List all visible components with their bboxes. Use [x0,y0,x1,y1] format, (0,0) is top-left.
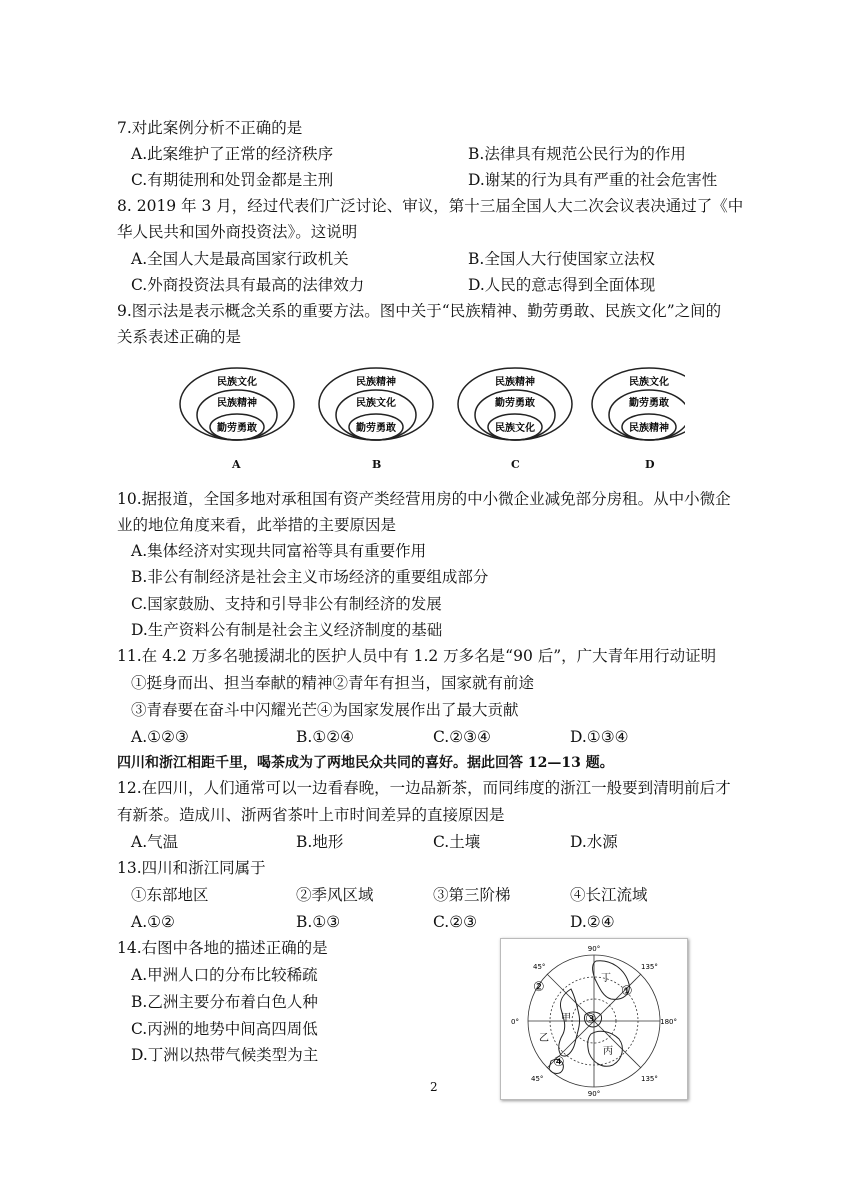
map-label-yi: 乙 [539,1033,549,1044]
diagram-d-outer: 民族文化 [629,377,669,388]
q12-stem-line2: 有新茶。造成川、浙两省茶叶上市时间差异的直接原因是 [117,806,505,824]
q8-stem-line1: 8. 2019 年 3 月，经过代表们广泛讨论、审议，第十三届全国人大二次会议表决通过了《中 [117,197,744,215]
q11-option-b: B.①②④ [296,728,355,746]
q12-stem-line1: 12.在四川，人们通常可以一边看春晚，一边品新茶，而同纬度的浙江一般要到清明前后才 [117,779,731,797]
map-marker-4: ④ [553,1055,565,1070]
q8-option-c: C.外商投资法具有最高的法律效力 [131,276,365,294]
diagram-d-middle: 勤劳勇敢 [629,398,669,409]
map-lon-bottom-left: 45° [531,1075,544,1083]
map-label-jia: 甲 [561,1013,571,1024]
diagram-c-outer: 民族精神 [495,377,535,388]
map-marker-1: ① [621,984,633,999]
q13-item-4: ④长江流域 [570,886,648,904]
q7-option-a: A.此案维护了正常的经济秩序 [131,145,334,163]
concept-diagrams [175,365,685,445]
q13-option-c: C.②③ [433,913,478,931]
q9-stem-line2: 关系表述正确的是 [117,328,242,346]
map-lon-right: 180° [660,1018,677,1026]
q12-option-a: A.气温 [131,833,179,851]
map-lon-top-left: 45° [533,963,546,971]
q12-13-intro: 四川和浙江相距千里，喝茶成为了两地民众共同的喜好。据此回答 12—13 题。 [117,755,614,771]
q12-option-d: D.水源 [570,833,618,851]
q7-option-c: C.有期徒刑和处罚金都是主刑 [131,171,334,189]
q10-stem-line1: 10.据报道，全国多地对承租国有资产类经营用房的中小微企业减免部分房租。从中小微企 [117,490,731,508]
page-number: 2 [430,1080,438,1094]
map-lon-bottom-right: 135° [641,1075,658,1083]
map-lon-top: 90° [587,945,601,953]
diagram-b [319,368,433,440]
q9-stem-line1: 9.图示法是表示概念关系的重要方法。图中关于“民族精神、勤劳勇敢、民族文化”之间的 [117,302,722,320]
diagram-d [592,368,685,440]
q13-stem: 13.四川和浙江同属于 [117,859,266,877]
q7-stem: 7.对此案例分析不正确的是 [117,119,303,137]
map-lon-left: 0° [511,1018,519,1026]
q7-option-b: B.法律具有规范公民行为的作用 [468,145,686,163]
map-marker-3: ③ [585,1012,597,1027]
diagram-c-letter: C [511,458,520,471]
q14-option-c: C.丙洲的地势中间高四周低 [131,1020,318,1038]
q13-item-1: ①东部地区 [131,886,209,904]
diagram-c-inner: 民族文化 [495,423,535,434]
q12-option-b: B.地形 [296,833,344,851]
q11-stem: 11.在 4.2 万多名驰援湖北的医护人员中有 1.2 万多名是“90 后”，广大青年用行动证明 [117,647,717,665]
q14-stem: 14.右图中各地的描述正确的是 [117,939,328,957]
q7-option-d: D.谢某的行为具有严重的社会危害性 [468,171,718,189]
diagram-b-letter: B [372,458,382,471]
q13-option-a: A.①② [131,913,175,931]
q11-option-d: D.①③④ [570,728,629,746]
q10-option-b: B.非公有制经济是社会主义市场经济的重要组成部分 [131,568,489,586]
q11-items-1-2: ①挺身而出、担当奉献的精神②青年有担当，国家就有前途 [131,674,535,692]
q13-item-2: ②季风区域 [296,886,374,904]
q13-option-b: B.①③ [296,913,341,931]
q11-items-3-4: ③青春要在奋斗中闪耀光芒④为国家发展作出了最大贡献 [131,701,519,719]
q8-option-b: B.全国人大行使国家立法权 [468,250,655,268]
polar-map [501,939,687,1099]
map-marker-2: ② [533,980,545,995]
diagram-a-inner: 勤劳勇敢 [217,423,257,434]
map-label-bing: 丙 [603,1046,613,1057]
q10-option-c: C.国家鼓励、支持和引导非公有制经济的发展 [131,595,442,613]
q8-option-d: D.人民的意志得到全面体现 [468,276,656,294]
q13-item-3: ③第三阶梯 [433,886,511,904]
q14-option-a: A.甲洲人口的分布比较稀疏 [131,966,318,984]
polar-map-figure [500,938,688,1100]
q8-stem-line2: 华人民共和国外商投资法》。这说明 [117,223,358,241]
diagram-a [180,368,294,440]
q14-option-d: D.丁洲以热带气候类型为主 [131,1046,319,1064]
q8-option-a: A.全国人大是最高国家行政机关 [131,250,349,268]
diagram-b-outer: 民族精神 [356,377,396,388]
q10-option-a: A.集体经济对实现共同富裕等具有重要作用 [131,542,427,560]
map-label-ding: 丁 [601,973,611,984]
diagram-b-middle: 民族文化 [356,398,396,409]
diagram-d-letter: D [645,458,655,471]
q11-option-a: A.①②③ [131,728,189,746]
q10-stem-line2: 业的地位角度来看，此举措的主要原因是 [117,516,397,534]
q11-option-c: C.②③④ [433,728,491,746]
diagram-d-inner: 民族精神 [629,423,669,434]
diagram-a-outer: 民族文化 [217,377,257,388]
q14-option-b: B.乙洲主要分布着白色人种 [131,993,318,1011]
diagram-b-inner: 勤劳勇敢 [356,423,396,434]
diagram-a-letter: A [232,458,241,471]
diagram-c-middle: 勤劳勇敢 [495,398,535,409]
map-lon-bottom: 90° [587,1090,601,1098]
diagram-c [458,368,572,440]
q12-option-c: C.土壤 [433,833,481,851]
q10-option-d: D.生产资料公有制是社会主义经济制度的基础 [131,621,443,639]
q13-option-d: D.②④ [570,913,615,931]
map-lon-top-right: 135° [641,963,658,971]
diagram-a-middle: 民族精神 [217,398,257,409]
